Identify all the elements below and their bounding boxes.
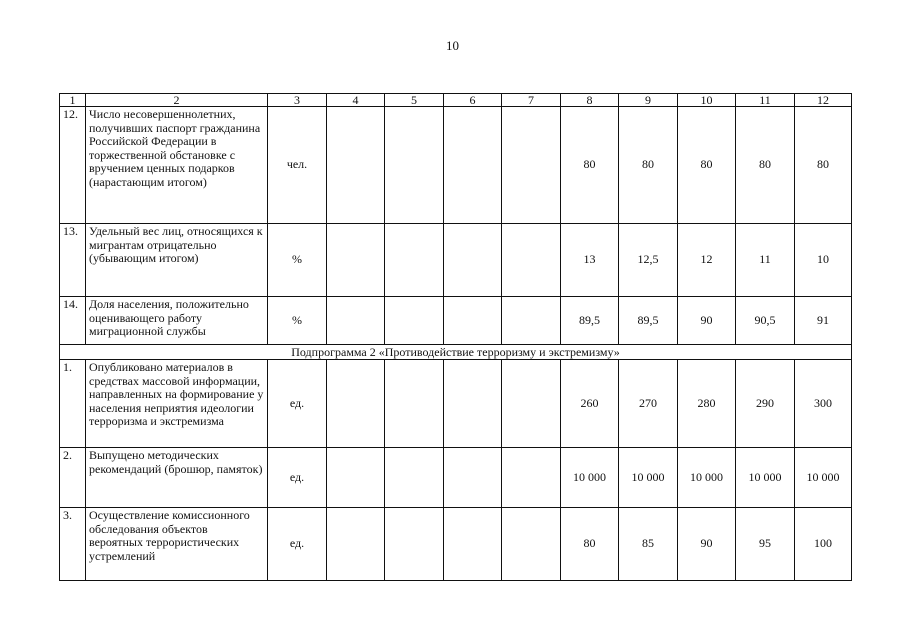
value-cell: 260 xyxy=(561,360,619,448)
empty-cell xyxy=(444,508,502,581)
table-row xyxy=(60,224,852,297)
table-row xyxy=(60,107,852,224)
unit-cell: чел. xyxy=(268,107,327,224)
value-cell: 270 xyxy=(619,360,678,448)
empty-cell xyxy=(444,224,502,297)
column-number: 2 xyxy=(86,94,268,107)
column-number: 1 xyxy=(60,94,86,107)
value-cell: 100 xyxy=(795,508,852,581)
indicators-table xyxy=(59,93,852,581)
value-cell: 80 xyxy=(561,508,619,581)
column-number: 12 xyxy=(795,94,852,107)
indicator-name: Опубликовано материалов в средствах массовой информации, направленных на формирование у населения неприятия идеологии терроризма и экстремизма xyxy=(86,360,268,448)
empty-cell xyxy=(502,297,561,345)
page-number: 10 xyxy=(446,38,459,53)
column-number-row xyxy=(60,94,852,107)
column-number: 4 xyxy=(327,94,385,107)
value-cell: 10 000 xyxy=(561,448,619,508)
row-number: 13. xyxy=(60,224,86,297)
value-cell: 280 xyxy=(678,360,736,448)
value-cell: 80 xyxy=(795,107,852,224)
unit-cell: % xyxy=(268,297,327,345)
column-number: 7 xyxy=(502,94,561,107)
column-number: 5 xyxy=(385,94,444,107)
empty-cell xyxy=(502,224,561,297)
column-number: 9 xyxy=(619,94,678,107)
empty-cell xyxy=(327,107,385,224)
indicator-name: Осуществление комиссионного обследования объектов вероятных террористических устремлений xyxy=(86,508,268,581)
row-number: 14. xyxy=(60,297,86,345)
value-cell: 290 xyxy=(736,360,795,448)
empty-cell xyxy=(385,360,444,448)
value-cell: 300 xyxy=(795,360,852,448)
empty-cell xyxy=(385,448,444,508)
empty-cell xyxy=(385,107,444,224)
empty-cell xyxy=(502,508,561,581)
unit-cell: ед. xyxy=(268,508,327,581)
indicator-name: Доля населения, положительно оценивающего работу миграционной службы xyxy=(86,297,268,345)
empty-cell xyxy=(444,297,502,345)
empty-cell xyxy=(385,508,444,581)
empty-cell xyxy=(327,508,385,581)
empty-cell xyxy=(327,448,385,508)
table-row xyxy=(60,297,852,345)
empty-cell xyxy=(385,297,444,345)
value-cell: 12 xyxy=(678,224,736,297)
indicator-name: Удельный вес лиц, относящихся к мигрантам отрицательно (убывающим итогом) xyxy=(86,224,268,297)
unit-cell: ед. xyxy=(268,448,327,508)
row-number: 2. xyxy=(60,448,86,508)
empty-cell xyxy=(502,107,561,224)
value-cell: 12,5 xyxy=(619,224,678,297)
row-number: 12. xyxy=(60,107,86,224)
table-row xyxy=(60,360,852,448)
empty-cell xyxy=(327,224,385,297)
value-cell: 10 xyxy=(795,224,852,297)
column-number: 10 xyxy=(678,94,736,107)
value-cell: 90 xyxy=(678,297,736,345)
subprogram-title: Подпрограмма 2 «Противодействие терроризму и экстремизму» xyxy=(60,345,852,360)
empty-cell xyxy=(502,360,561,448)
indicator-name: Число несовершеннолетних, получивших паспорт гражданина Российской Федерации в торжественной обстановке с вручением ценных подарков (нарастающим итогом) xyxy=(86,107,268,224)
empty-cell xyxy=(327,360,385,448)
row-number: 1. xyxy=(60,360,86,448)
empty-cell xyxy=(327,297,385,345)
value-cell: 10 000 xyxy=(795,448,852,508)
value-cell: 11 xyxy=(736,224,795,297)
column-number: 3 xyxy=(268,94,327,107)
value-cell: 90 xyxy=(678,508,736,581)
empty-cell xyxy=(444,360,502,448)
unit-cell: % xyxy=(268,224,327,297)
column-number: 8 xyxy=(561,94,619,107)
value-cell: 89,5 xyxy=(561,297,619,345)
value-cell: 85 xyxy=(619,508,678,581)
row-number: 3. xyxy=(60,508,86,581)
value-cell: 89,5 xyxy=(619,297,678,345)
value-cell: 10 000 xyxy=(736,448,795,508)
value-cell: 13 xyxy=(561,224,619,297)
empty-cell xyxy=(385,224,444,297)
indicator-name: Выпущено методических рекомендаций (брошюр, памяток) xyxy=(86,448,268,508)
subprogram-row xyxy=(60,345,852,360)
value-cell: 90,5 xyxy=(736,297,795,345)
value-cell: 91 xyxy=(795,297,852,345)
value-cell: 95 xyxy=(736,508,795,581)
table-row xyxy=(60,448,852,508)
value-cell: 10 000 xyxy=(619,448,678,508)
empty-cell xyxy=(444,448,502,508)
column-number: 11 xyxy=(736,94,795,107)
value-cell: 10 000 xyxy=(678,448,736,508)
value-cell: 80 xyxy=(619,107,678,224)
column-number: 6 xyxy=(444,94,502,107)
value-cell: 80 xyxy=(736,107,795,224)
unit-cell: ед. xyxy=(268,360,327,448)
value-cell: 80 xyxy=(678,107,736,224)
empty-cell xyxy=(444,107,502,224)
value-cell: 80 xyxy=(561,107,619,224)
table-row xyxy=(60,508,852,581)
empty-cell xyxy=(502,448,561,508)
